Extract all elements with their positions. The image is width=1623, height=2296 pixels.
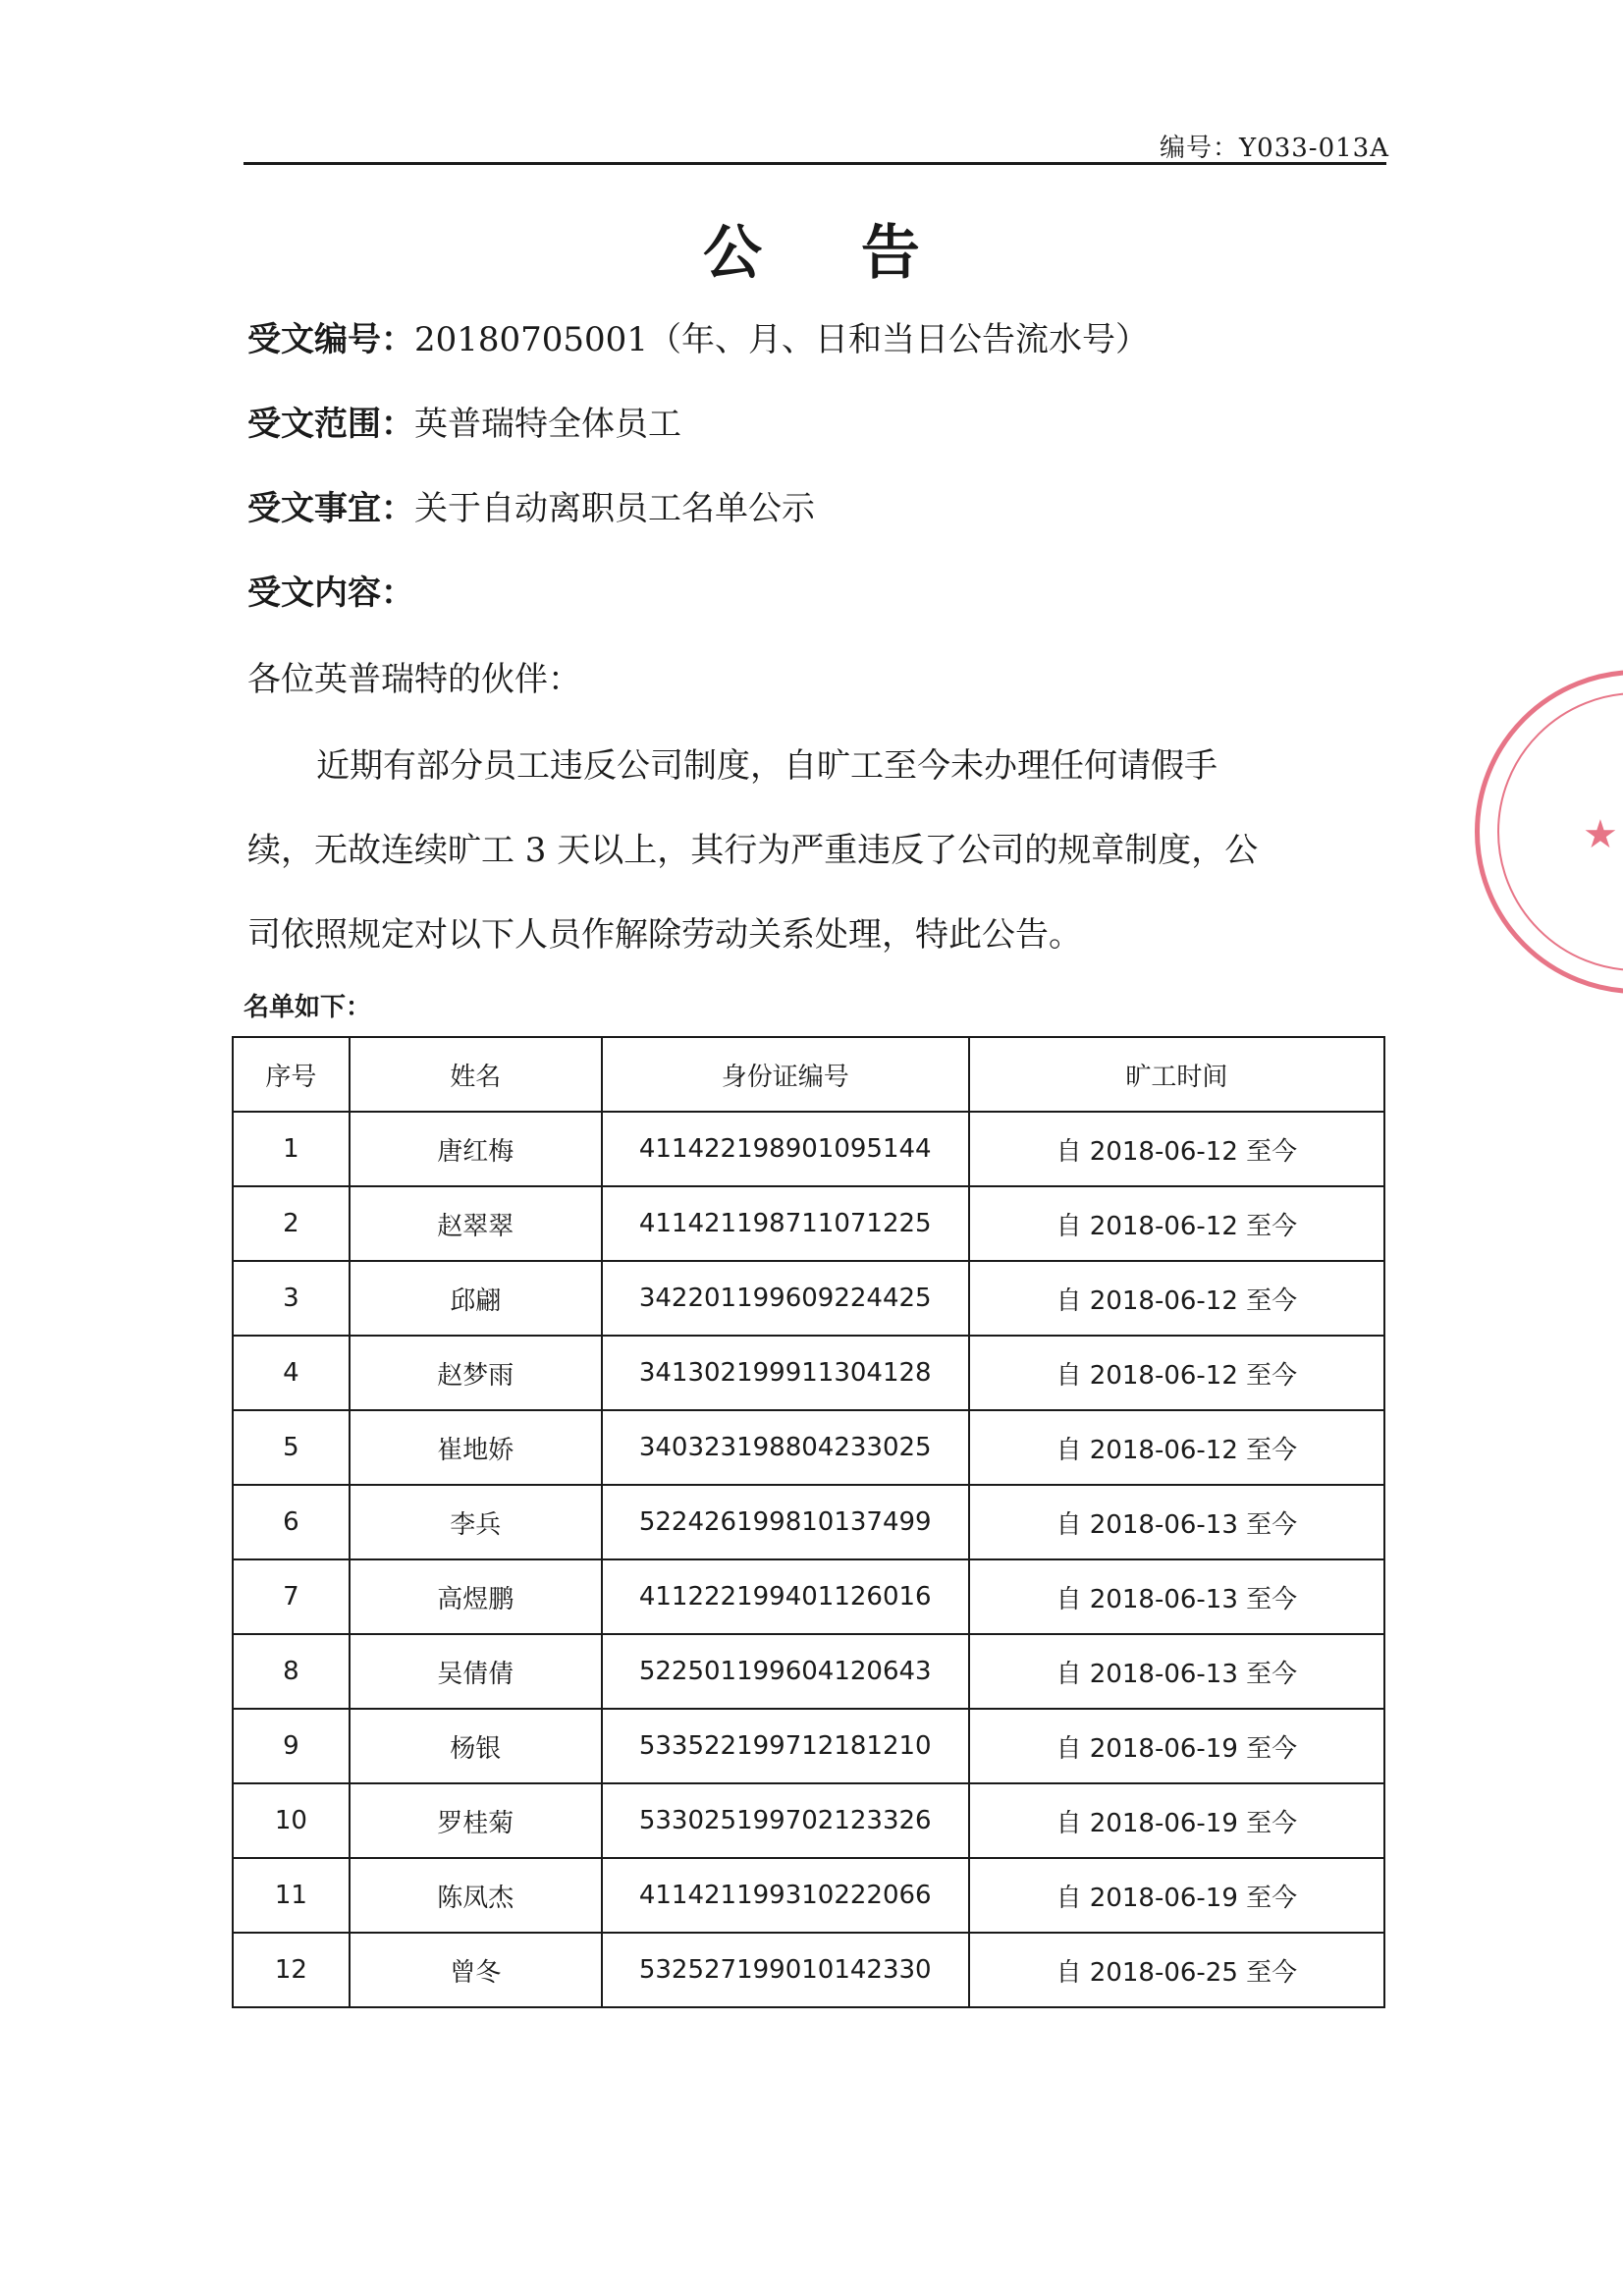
cell-absence-period: 自 2018-06-12 至今 [969, 1410, 1384, 1485]
cell-index: 8 [233, 1634, 350, 1709]
cell-index: 3 [233, 1261, 350, 1336]
cell-absence-period: 自 2018-06-19 至今 [969, 1858, 1384, 1933]
field-doc-number [247, 312, 1149, 360]
paragraph-line: 司依照规定对以下人员作解除劳动关系处理，特此公告。 [247, 915, 1082, 955]
cell-index: 9 [233, 1709, 350, 1783]
table-row [233, 1933, 1384, 2007]
cell-id-number: 522501199604120643 [602, 1634, 969, 1709]
cell-name: 罗桂菊 [350, 1783, 602, 1858]
cell-id-number: 533522199712181210 [602, 1709, 969, 1783]
table-row [233, 1634, 1384, 1709]
cell-name: 唐红梅 [350, 1112, 602, 1186]
cell-name: 赵翠翠 [350, 1186, 602, 1261]
table-row [233, 1559, 1384, 1634]
table-row [233, 1485, 1384, 1559]
cell-id-number: 341302199911304128 [602, 1336, 969, 1410]
cell-absence-period: 自 2018-06-12 至今 [969, 1112, 1384, 1186]
table-header-row [233, 1037, 1384, 1112]
cell-absence-period: 自 2018-06-25 至今 [969, 1933, 1384, 2007]
list-label: 名单如下： [243, 993, 372, 1022]
field-scope [247, 397, 681, 445]
cell-absence-period: 自 2018-06-13 至今 [969, 1634, 1384, 1709]
cell-id-number: 340323198804233025 [602, 1410, 969, 1485]
cell-index: 12 [233, 1933, 350, 2007]
company-seal [1475, 670, 1623, 994]
cell-index: 2 [233, 1186, 350, 1261]
field-value: 关于自动离职员工名单公示 [414, 489, 815, 528]
field-content [247, 566, 414, 614]
document-number: 编号：Y033-013A [1160, 134, 1389, 163]
greeting: 各位英普瑞特的伙伴： [247, 660, 581, 699]
field-value: 英普瑞特全体员工 [414, 405, 681, 444]
cell-absence-period: 自 2018-06-19 至今 [969, 1709, 1384, 1783]
cell-index: 10 [233, 1783, 350, 1858]
paragraph-line: 续，无故连续旷工 3 天以上，其行为严重违反了公司的规章制度，公 [247, 831, 1259, 870]
seal-star-icon: ★ [1583, 812, 1618, 857]
page-title: 公 告 [703, 219, 959, 288]
cell-index: 5 [233, 1410, 350, 1485]
cell-id-number: 411422198901095144 [602, 1112, 969, 1186]
cell-name: 曾冬 [350, 1933, 602, 2007]
cell-id-number: 411421199310222066 [602, 1858, 969, 1933]
field-label: 受文事宜： [247, 489, 414, 528]
table-row [233, 1709, 1384, 1783]
paragraph-line: 近期有部分员工违反公司制度，自旷工至今未办理任何请假手 [316, 746, 1217, 786]
header-id-number: 身份证编号 [602, 1037, 969, 1112]
field-label: 受文范围： [247, 405, 414, 444]
cell-id-number: 411222199401126016 [602, 1559, 969, 1634]
cell-name: 赵梦雨 [350, 1336, 602, 1410]
cell-name: 邱翩 [350, 1261, 602, 1336]
table-row [233, 1858, 1384, 1933]
table-row [233, 1783, 1384, 1858]
table-row [233, 1186, 1384, 1261]
cell-id-number: 342201199609224425 [602, 1261, 969, 1336]
cell-index: 4 [233, 1336, 350, 1410]
header-rule [243, 162, 1386, 165]
header-index: 序号 [233, 1037, 350, 1112]
cell-index: 11 [233, 1858, 350, 1933]
field-label: 受文内容： [247, 574, 414, 613]
cell-absence-period: 自 2018-06-12 至今 [969, 1186, 1384, 1261]
cell-absence-period: 自 2018-06-12 至今 [969, 1336, 1384, 1410]
cell-id-number: 533025199702123326 [602, 1783, 969, 1858]
field-label: 受文编号： [247, 320, 414, 359]
table-row [233, 1336, 1384, 1410]
cell-absence-period: 自 2018-06-13 至今 [969, 1485, 1384, 1559]
cell-name: 陈凤杰 [350, 1858, 602, 1933]
header-name: 姓名 [350, 1037, 602, 1112]
cell-index: 1 [233, 1112, 350, 1186]
table-row [233, 1410, 1384, 1485]
employee-table [232, 1036, 1385, 2008]
field-subject [247, 481, 815, 529]
cell-name: 吴倩倩 [350, 1634, 602, 1709]
cell-name: 高煜鹏 [350, 1559, 602, 1634]
cell-index: 6 [233, 1485, 350, 1559]
header-absence-period: 旷工时间 [969, 1037, 1384, 1112]
cell-absence-period: 自 2018-06-12 至今 [969, 1261, 1384, 1336]
cell-name: 杨银 [350, 1709, 602, 1783]
cell-name: 崔地娇 [350, 1410, 602, 1485]
table-row [233, 1112, 1384, 1186]
cell-absence-period: 自 2018-06-19 至今 [969, 1783, 1384, 1858]
cell-id-number: 411421198711071225 [602, 1186, 969, 1261]
cell-name: 李兵 [350, 1485, 602, 1559]
cell-id-number: 532527199010142330 [602, 1933, 969, 2007]
table-body [233, 1112, 1384, 2007]
cell-id-number: 522426199810137499 [602, 1485, 969, 1559]
table-row [233, 1261, 1384, 1336]
cell-absence-period: 自 2018-06-13 至今 [969, 1559, 1384, 1634]
field-value: 20180705001（年、月、日和当日公告流水号） [414, 320, 1149, 359]
cell-index: 7 [233, 1559, 350, 1634]
